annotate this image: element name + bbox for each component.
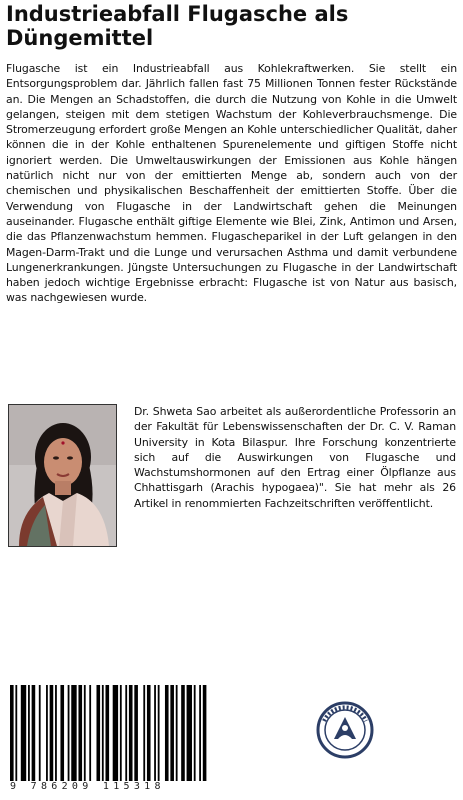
publisher-logo-icon <box>316 701 374 759</box>
author-photo <box>8 404 117 547</box>
barcode-bar <box>134 685 138 781</box>
barcode-bar <box>194 685 196 781</box>
book-title: Industrieabfall Flugasche als Düngemittel <box>6 2 349 50</box>
barcode-bar <box>129 685 133 781</box>
barcode-bar <box>102 685 104 781</box>
barcode-bar <box>78 685 82 781</box>
book-abstract: Flugasche ist ein Industrieabfall aus Kohlekraftwerken. Sie stellt ein Entsorgungsproblem dar. Jährlich fallen fast 75 Millionen Tonnen fester Rückstände an. Die Mengen an Schadstoffen, die durch die Nutzung von Kohle in die Umwelt gelangen, steigen mit dem stetigen Wachstum der Kohleverbrauchsmenge. Die Stromerzeugung erfordert große Mengen an Kohle unterschiedlicher Qualität, daher können die in der Kohle enthaltenen Spurenelemente und giftigen Stoffe nicht ignoriert werden. Die Umweltauswirkungen der Emissionen aus Kohle hängen natürlich nicht nur von der emittierten Menge ab, sondern auch von der chemischen und physikalischen Beschaffenheit der emittierten Stoffe. Über die Verwendung von Flugasche in der Landwirtschaft gehen die Meinungen auseinander. Flugasche enthält giftige Elemente wie Blei, Zink, Antimon und Arsen, die das Pflanzenwachstum hemmen. Flugascheparikel in der Luft gelangen in den Magen-Darm-Trakt und die Lunge und verursachen Asthma und damit verbundene Lungenerkrankungen. Jüngste Untersuchungen zu Flugasche in der Landwirtschaft haben jedoch wichtige Ergebnisse erbracht: Flugasche ist von Natur aus basisch, was nachgewiesen wurde. <box>6 62 457 305</box>
barcode-bar <box>125 685 127 781</box>
barcode-bar <box>147 685 151 781</box>
barcode-bar <box>84 685 86 781</box>
author-photo-illustration <box>9 405 116 546</box>
barcode-bar <box>113 685 118 781</box>
barcode-bar <box>154 685 156 781</box>
isbn-barcode-digits: 9 786209 115318 <box>10 781 165 792</box>
barcode-bar <box>96 685 100 781</box>
barcode-bar <box>10 685 14 781</box>
barcode-bar <box>39 685 41 781</box>
barcode-bar <box>60 685 64 781</box>
barcode-bar <box>170 685 174 781</box>
author-biography: Dr. Shweta Sao arbeitet als außerordentliche Professorin an der Fakultät für Lebenswissenschaften der Dr. C. V. Raman University in Kota Bilaspur. Ihre Forschung konzentrierte sich auf die Auswirkungen von Flugasche und Wachstumshormonen auf den Ertrag einer Ölpflanze aus Chhattisgarh (Arachis hypogaea)". Sie hat mehr als 26 Artikel in renommierten Fachzeitschriften veröffentlicht. <box>134 405 456 510</box>
barcode-bar <box>176 685 178 781</box>
barcode-bar <box>46 685 48 781</box>
barcode-bar <box>15 685 17 781</box>
isbn-barcode <box>10 685 210 781</box>
barcode-bar <box>71 685 76 781</box>
barcode-bar <box>32 685 36 781</box>
barcode-bar <box>68 685 70 781</box>
barcode-bar <box>55 685 57 781</box>
barcode-bar <box>89 685 91 781</box>
barcode-bar <box>28 685 30 781</box>
barcode-bar <box>203 685 207 781</box>
barcode-bar <box>50 685 54 781</box>
barcode-bar <box>120 685 122 781</box>
barcode-bar <box>143 685 145 781</box>
barcode-bar <box>165 685 169 781</box>
barcode-bar <box>105 685 109 781</box>
barcode-bar <box>181 685 185 781</box>
barcode-bar <box>199 685 201 781</box>
barcode-bar <box>158 685 160 781</box>
barcode-bar <box>21 685 26 781</box>
barcode-bar <box>187 685 192 781</box>
